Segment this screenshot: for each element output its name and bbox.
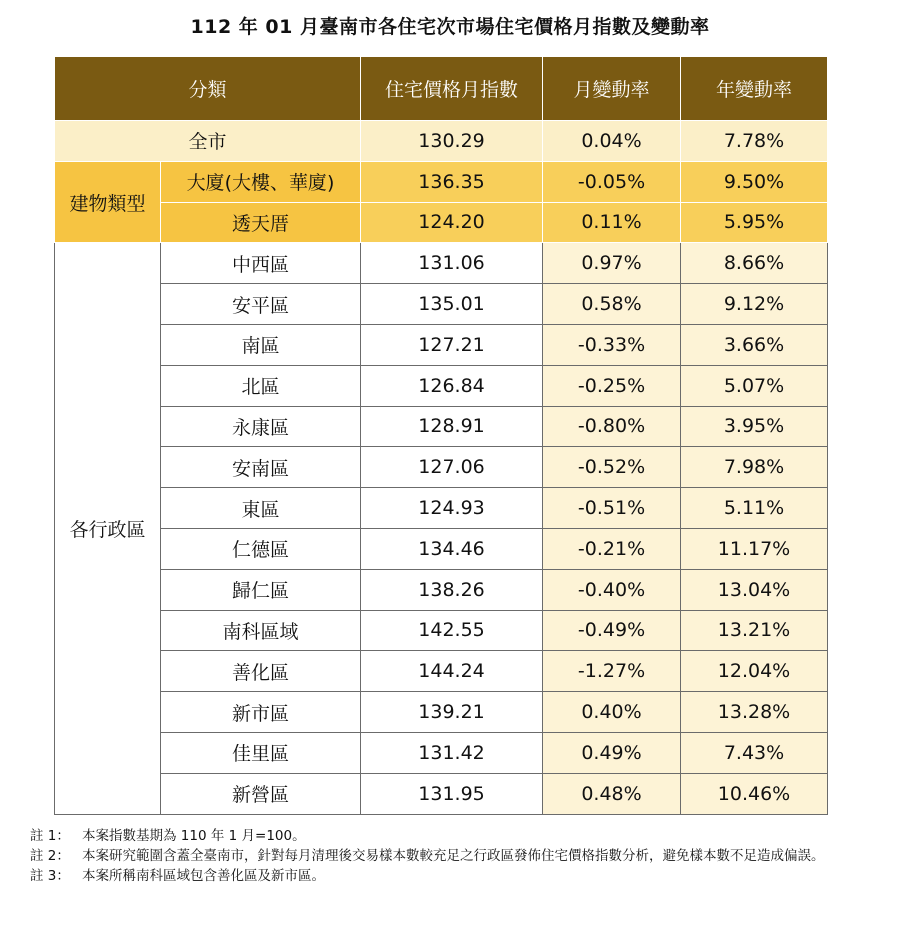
district-yoy: 7.43% <box>681 732 828 773</box>
district-index: 144.24 <box>361 651 543 692</box>
footnote <box>30 826 880 846</box>
district-index: 124.93 <box>361 488 543 529</box>
district-index: 131.95 <box>361 773 543 814</box>
district-index: 126.84 <box>361 365 543 406</box>
district-index: 134.46 <box>361 528 543 569</box>
table-row <box>55 488 828 529</box>
district-index: 135.01 <box>361 284 543 325</box>
district-mom: -0.52% <box>543 447 681 488</box>
district-yoy: 3.66% <box>681 324 828 365</box>
header-yoy: 年變動率 <box>681 57 828 121</box>
header-category: 分類 <box>55 57 361 121</box>
header-index: 住宅價格月指數 <box>361 57 543 121</box>
building-type-yoy: 5.95% <box>681 202 828 243</box>
district-yoy: 5.11% <box>681 488 828 529</box>
district-label: 南科區域 <box>161 610 361 651</box>
building-type-mom: 0.11% <box>543 202 681 243</box>
district-yoy: 13.04% <box>681 569 828 610</box>
district-label: 南區 <box>161 324 361 365</box>
table-row <box>55 365 828 406</box>
district-mom: 0.97% <box>543 243 681 284</box>
district-label: 中西區 <box>161 243 361 284</box>
table-row <box>55 610 828 651</box>
district-mom: 0.40% <box>543 692 681 733</box>
district-yoy: 3.95% <box>681 406 828 447</box>
all-city-yoy: 7.78% <box>681 121 828 162</box>
district-index: 138.26 <box>361 569 543 610</box>
district-index: 139.21 <box>361 692 543 733</box>
district-label: 安平區 <box>161 284 361 325</box>
district-label: 歸仁區 <box>161 569 361 610</box>
district-mom: -0.40% <box>543 569 681 610</box>
table-row <box>55 202 828 243</box>
district-index: 131.42 <box>361 732 543 773</box>
district-index: 127.21 <box>361 324 543 365</box>
table-row <box>55 732 828 773</box>
district-mom: -0.21% <box>543 528 681 569</box>
table-header-row <box>55 57 828 121</box>
footnotes <box>30 826 880 886</box>
district-yoy: 13.21% <box>681 610 828 651</box>
table-row <box>55 773 828 814</box>
building-type-label: 大廈(大樓、華廈) <box>161 161 361 202</box>
district-mom: 0.58% <box>543 284 681 325</box>
district-index: 127.06 <box>361 447 543 488</box>
footnote-text: 本案研究範圍含蓋全臺南市，針對每月清理後交易樣本數較充足之行政區發佈住宅價格指數分析，避免樣本數不足造成偏誤。 <box>82 848 825 864</box>
all-city-mom: 0.04% <box>543 121 681 162</box>
district-label: 新市區 <box>161 692 361 733</box>
building-type-index: 136.35 <box>361 161 543 202</box>
district-index: 131.06 <box>361 243 543 284</box>
building-type-mom: -0.05% <box>543 161 681 202</box>
price-index-table <box>54 56 828 815</box>
table-row-all-city <box>55 121 828 162</box>
footnote <box>30 866 880 886</box>
district-yoy: 13.28% <box>681 692 828 733</box>
district-label: 北區 <box>161 365 361 406</box>
page-title: 112 年 01 月臺南市各住宅次市場住宅價格月指數及變動率 <box>190 16 710 38</box>
district-label: 佳里區 <box>161 732 361 773</box>
table-row <box>55 528 828 569</box>
all-city-index: 130.29 <box>361 121 543 162</box>
table-row <box>55 569 828 610</box>
district-mom: -0.51% <box>543 488 681 529</box>
building-type-yoy: 9.50% <box>681 161 828 202</box>
district-label: 永康區 <box>161 406 361 447</box>
district-yoy: 8.66% <box>681 243 828 284</box>
district-mom: 0.49% <box>543 732 681 773</box>
footnote-key: 註 2： <box>30 848 70 864</box>
district-index: 142.55 <box>361 610 543 651</box>
building-type-label: 透天厝 <box>161 202 361 243</box>
district-yoy: 12.04% <box>681 651 828 692</box>
table-row <box>55 692 828 733</box>
table-row <box>55 324 828 365</box>
district-mom: -1.27% <box>543 651 681 692</box>
districts-group-label: 各行政區 <box>55 243 161 814</box>
district-mom: 0.48% <box>543 773 681 814</box>
footnote-key: 註 3： <box>30 868 70 884</box>
district-label: 善化區 <box>161 651 361 692</box>
district-label: 東區 <box>161 488 361 529</box>
district-yoy: 7.98% <box>681 447 828 488</box>
district-label: 安南區 <box>161 447 361 488</box>
district-index: 128.91 <box>361 406 543 447</box>
district-label: 仁德區 <box>161 528 361 569</box>
district-mom: -0.33% <box>543 324 681 365</box>
table-row <box>55 447 828 488</box>
table-row <box>55 284 828 325</box>
header-mom: 月變動率 <box>543 57 681 121</box>
district-mom: -0.49% <box>543 610 681 651</box>
table-row <box>55 651 828 692</box>
table-row <box>55 161 828 202</box>
district-label: 新營區 <box>161 773 361 814</box>
district-yoy: 5.07% <box>681 365 828 406</box>
footnote-text: 本案所稱南科區域包含善化區及新市區。 <box>82 868 325 884</box>
footnote <box>30 846 880 866</box>
table-row <box>55 406 828 447</box>
table-row <box>55 243 828 284</box>
district-yoy: 11.17% <box>681 528 828 569</box>
building-type-index: 124.20 <box>361 202 543 243</box>
district-mom: -0.80% <box>543 406 681 447</box>
footnote-key: 註 1： <box>30 828 70 844</box>
all-city-label: 全市 <box>55 121 361 162</box>
district-mom: -0.25% <box>543 365 681 406</box>
footnote-text: 本案指數基期為 110 年 1 月=100。 <box>82 828 306 844</box>
district-yoy: 10.46% <box>681 773 828 814</box>
district-yoy: 9.12% <box>681 284 828 325</box>
building-type-group-label: 建物類型 <box>55 161 161 243</box>
